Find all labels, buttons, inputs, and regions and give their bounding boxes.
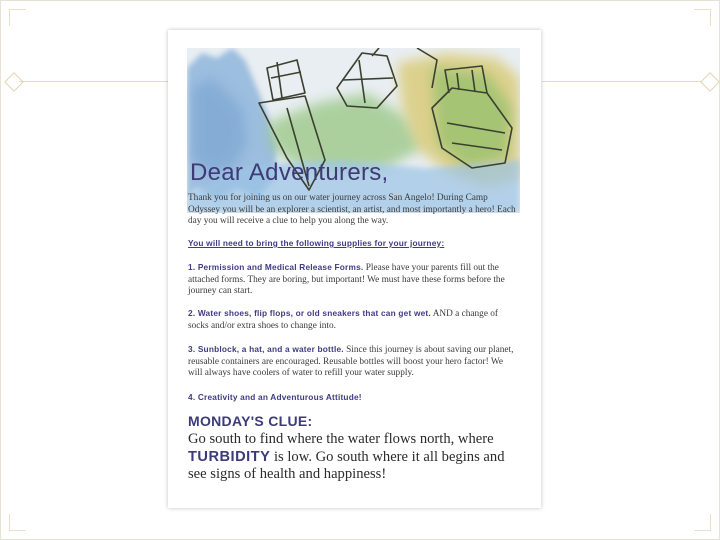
supply-item-title: 3. Sunblock, a hat, and a water bottle. <box>188 344 344 354</box>
supply-item-text: Since this journey is about saving our planet, reusable containers are encouraged. Reusable bottles will boost your hero factor! We will always have coolers of water to refill your water supply. <box>188 345 514 379</box>
clue-heading: MONDAY'S CLUE: <box>188 413 313 429</box>
frame-divider-left <box>19 81 169 82</box>
supply-item-title: 2. Water shoes, flip flops, or old sneakers that can get wet. <box>188 308 431 318</box>
supply-item <box>188 344 518 380</box>
clue-text-part2: is low. Go south where it all begins and see signs of health and happiness! <box>188 448 505 483</box>
letter-title: Dear Adventurers, <box>190 159 389 186</box>
supply-item <box>188 308 518 332</box>
frame-divider-right <box>542 81 702 82</box>
supply-item <box>188 392 518 405</box>
frame-corner <box>694 9 711 26</box>
clue-keyword: TURBIDITY <box>188 448 271 465</box>
supply-item-title: 1. Permission and Medical Release Forms. <box>188 262 364 272</box>
frame-corner <box>694 514 711 531</box>
supplies-heading: You will need to bring the following supplies for your journey: <box>188 238 445 248</box>
supply-item-text: AND a change of socks and/or extra shoes to change into. <box>188 309 499 331</box>
frame-corner <box>9 9 26 26</box>
frame-corner <box>9 514 26 531</box>
intro-paragraph: Thank you for joining us on our water journey across San Angelo! During Camp Odyssey you will be an explorer a scientist, an artist, and most importantly a hero! Each day you will receive a clue to help you along the way. <box>188 193 516 227</box>
supply-item-text: Please have your parents fill out the attached forms. They are boring, but important! We must have these forms before the journey can start. <box>188 263 505 297</box>
frame-diamond-ornament <box>4 72 24 92</box>
supply-item-title: 4. Creativity and an Adventurous Attitude! <box>188 392 362 402</box>
supply-item <box>188 262 518 298</box>
letter-page <box>168 30 541 508</box>
clue-text <box>188 431 523 484</box>
watercolor-boats-illustration <box>187 48 520 213</box>
clue-text-part1: Go south to find where the water flows north, where <box>188 431 494 447</box>
frame-diamond-ornament <box>700 72 720 92</box>
